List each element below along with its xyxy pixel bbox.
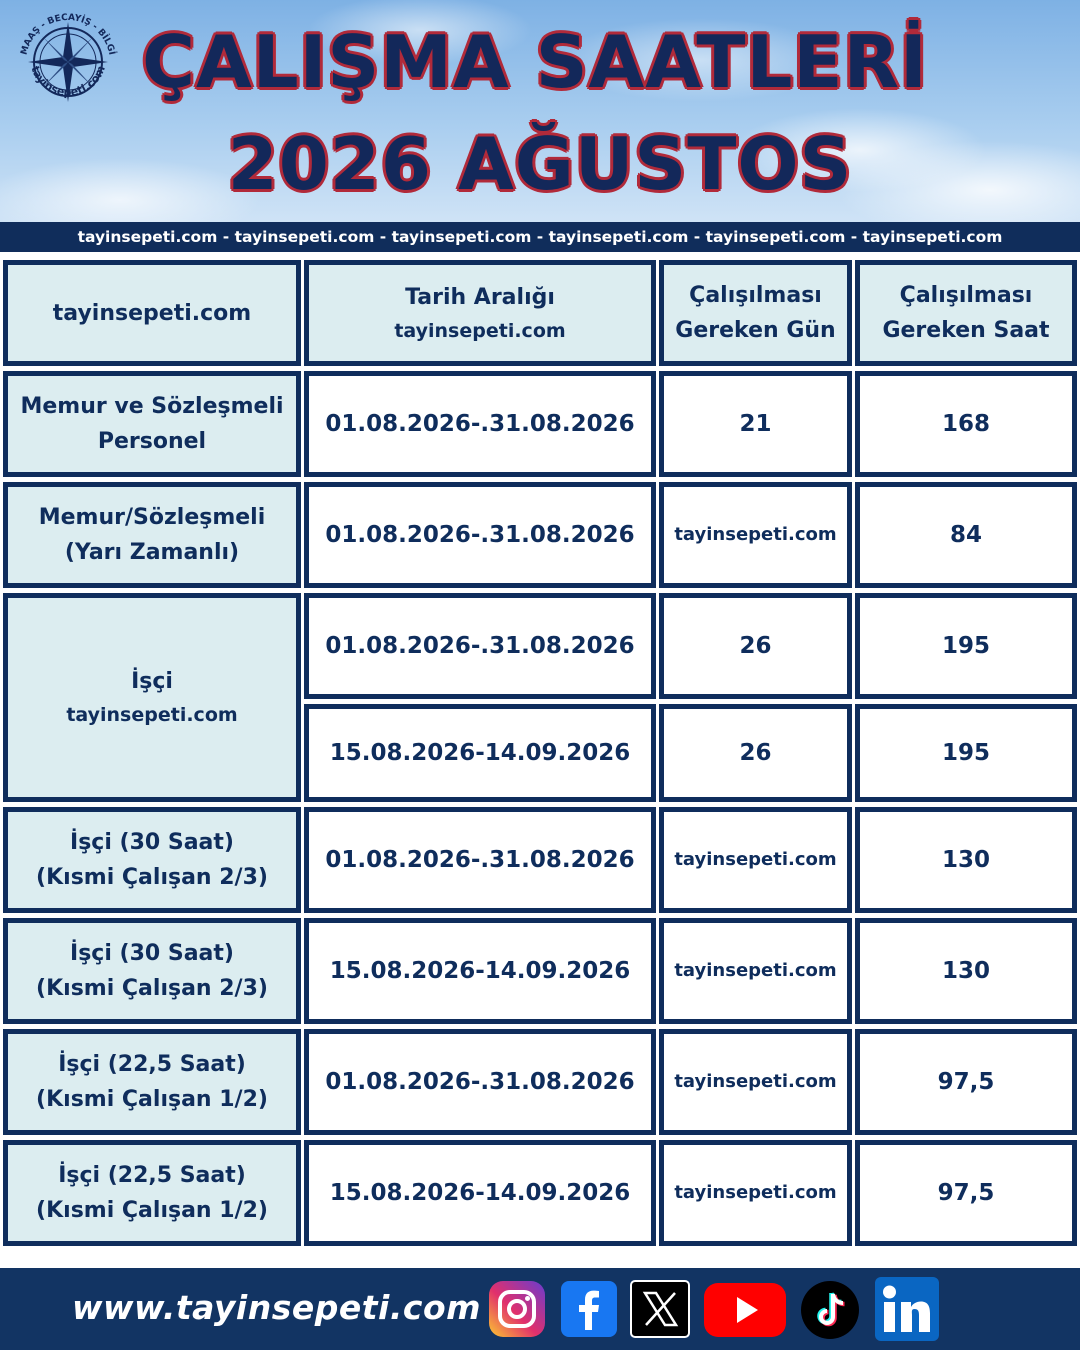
required-days-cell xyxy=(659,593,852,699)
required-hours-text: 130 xyxy=(941,847,990,873)
row-label-cell xyxy=(3,371,301,477)
date-range-cell xyxy=(304,807,656,913)
logo-text-top: MAAŞ - BECAYİŞ - BİLGİ xyxy=(19,12,117,57)
row-label-line2: (Kısmi Çalışan 1/2) xyxy=(36,1198,268,1223)
required-hours-text: 195 xyxy=(941,740,990,766)
row-label-cell-merged xyxy=(3,593,301,802)
required-hours-text: 97,5 xyxy=(937,1180,995,1206)
required-hours-text: 168 xyxy=(941,411,990,437)
required-hours-text: 130 xyxy=(941,958,990,984)
date-range-text: 01.08.2026-.31.08.2026 xyxy=(325,1069,635,1095)
header-cell-required-hours xyxy=(855,260,1077,366)
required-days-watermark: tayinsepeti.com xyxy=(674,849,837,870)
required-days-watermark: tayinsepeti.com xyxy=(674,524,837,545)
row-label-cell xyxy=(3,1140,301,1246)
date-range-cell xyxy=(304,482,656,588)
row-label-cell xyxy=(3,482,301,588)
header-hours-line1: Çalışılması xyxy=(899,283,1033,308)
row-label-line1: İşçi (22,5 Saat) xyxy=(58,1163,246,1188)
date-range-text: 01.08.2026-.31.08.2026 xyxy=(325,847,635,873)
logo-text-bottom: tayinsepeti.com xyxy=(28,63,108,99)
row-label-line2: tayinsepeti.com xyxy=(66,704,238,726)
page-title-line1: ÇALIŞMA SAATLERİ xyxy=(142,20,928,104)
required-days-cell xyxy=(659,807,852,913)
x-icon[interactable] xyxy=(630,1280,690,1338)
website-link[interactable]: www.tayinsepeti.com xyxy=(72,1288,481,1327)
row-label-line1: İşçi xyxy=(131,669,173,694)
required-days-cell xyxy=(659,1140,852,1246)
required-hours-cell xyxy=(855,918,1077,1024)
date-range-cell xyxy=(304,593,656,699)
header-banner xyxy=(0,0,1080,222)
watermark-strip: tayinsepeti.com - tayinsepeti.com - tayinsepeti.com - tayinsepeti.com - tayinsepeti.com - tayinsepeti.com xyxy=(0,222,1080,252)
instagram-icon[interactable] xyxy=(488,1280,546,1338)
date-range-cell xyxy=(304,918,656,1024)
required-days-watermark: tayinsepeti.com xyxy=(674,1182,837,1203)
required-hours-cell xyxy=(855,704,1077,802)
row-label-line2: (Kısmi Çalışan 2/3) xyxy=(36,865,268,890)
linkedin-icon[interactable] xyxy=(874,1276,940,1342)
required-hours-text: 195 xyxy=(941,633,990,659)
required-hours-cell xyxy=(855,371,1077,477)
date-range-cell xyxy=(304,704,656,802)
required-days-text: 26 xyxy=(739,740,772,766)
required-hours-cell xyxy=(855,1029,1077,1135)
required-hours-cell xyxy=(855,482,1077,588)
date-range-text: 01.08.2026-.31.08.2026 xyxy=(325,522,635,548)
working-hours-table xyxy=(0,252,1080,1268)
page-title-line2: 2026 AĞUSTOS xyxy=(227,122,853,206)
compass-logo-icon xyxy=(12,4,124,116)
date-range-text: 15.08.2026-14.09.2026 xyxy=(329,958,631,984)
required-hours-text: 84 xyxy=(949,522,982,548)
row-label-line1: İşçi (22,5 Saat) xyxy=(58,1052,246,1077)
row-label-cell xyxy=(3,918,301,1024)
required-days-cell xyxy=(659,704,852,802)
facebook-icon[interactable] xyxy=(560,1280,618,1338)
required-days-cell xyxy=(659,371,852,477)
row-label-line1: Memur/Sözleşmeli xyxy=(38,505,266,530)
row-label-cell xyxy=(3,1029,301,1135)
footer-bar xyxy=(0,1268,1080,1350)
date-range-cell xyxy=(304,1029,656,1135)
required-hours-cell xyxy=(855,593,1077,699)
required-days-watermark: tayinsepeti.com xyxy=(674,960,837,981)
row-label-line2: Personel xyxy=(97,429,207,454)
row-label-line1: İşçi (30 Saat) xyxy=(70,941,234,966)
header-hours-line2: Gereken Saat xyxy=(882,318,1050,343)
required-days-cell xyxy=(659,918,852,1024)
date-range-cell xyxy=(304,1140,656,1246)
required-hours-text: 97,5 xyxy=(937,1069,995,1095)
row-label-line2: (Kısmi Çalışan 2/3) xyxy=(36,976,268,1001)
required-days-cell xyxy=(659,1029,852,1135)
tiktok-icon[interactable] xyxy=(800,1280,860,1340)
header-cell-required-days xyxy=(659,260,852,366)
header-days-line1: Çalışılması xyxy=(689,283,822,308)
row-label-line1: Memur ve Sözleşmeli xyxy=(20,394,284,419)
required-hours-cell xyxy=(855,807,1077,913)
required-days-watermark: tayinsepeti.com xyxy=(674,1071,837,1092)
header-date-range-sub: tayinsepeti.com xyxy=(394,319,566,342)
header-cell-category xyxy=(3,260,301,366)
date-range-text: 15.08.2026-14.09.2026 xyxy=(329,1180,631,1206)
required-hours-cell xyxy=(855,1140,1077,1246)
row-label-cell xyxy=(3,807,301,913)
required-days-cell xyxy=(659,482,852,588)
row-label-line2: (Kısmi Çalışan 1/2) xyxy=(36,1087,268,1112)
header-cell-category-text: tayinsepeti.com xyxy=(52,300,252,326)
youtube-icon[interactable] xyxy=(703,1280,787,1338)
date-range-text: 15.08.2026-14.09.2026 xyxy=(329,740,631,766)
header-date-range-title: Tarih Aralığı xyxy=(405,284,555,310)
header-cell-date-range xyxy=(304,260,656,366)
date-range-cell xyxy=(304,371,656,477)
date-range-text: 01.08.2026-.31.08.2026 xyxy=(325,411,635,437)
required-days-text: 26 xyxy=(739,633,772,659)
row-label-line1: İşçi (30 Saat) xyxy=(70,830,234,855)
date-range-text: 01.08.2026-.31.08.2026 xyxy=(325,633,635,659)
header-days-line2: Gereken Gün xyxy=(675,318,836,343)
row-label-line2: (Yarı Zamanlı) xyxy=(64,540,240,565)
required-days-text: 21 xyxy=(739,411,772,437)
